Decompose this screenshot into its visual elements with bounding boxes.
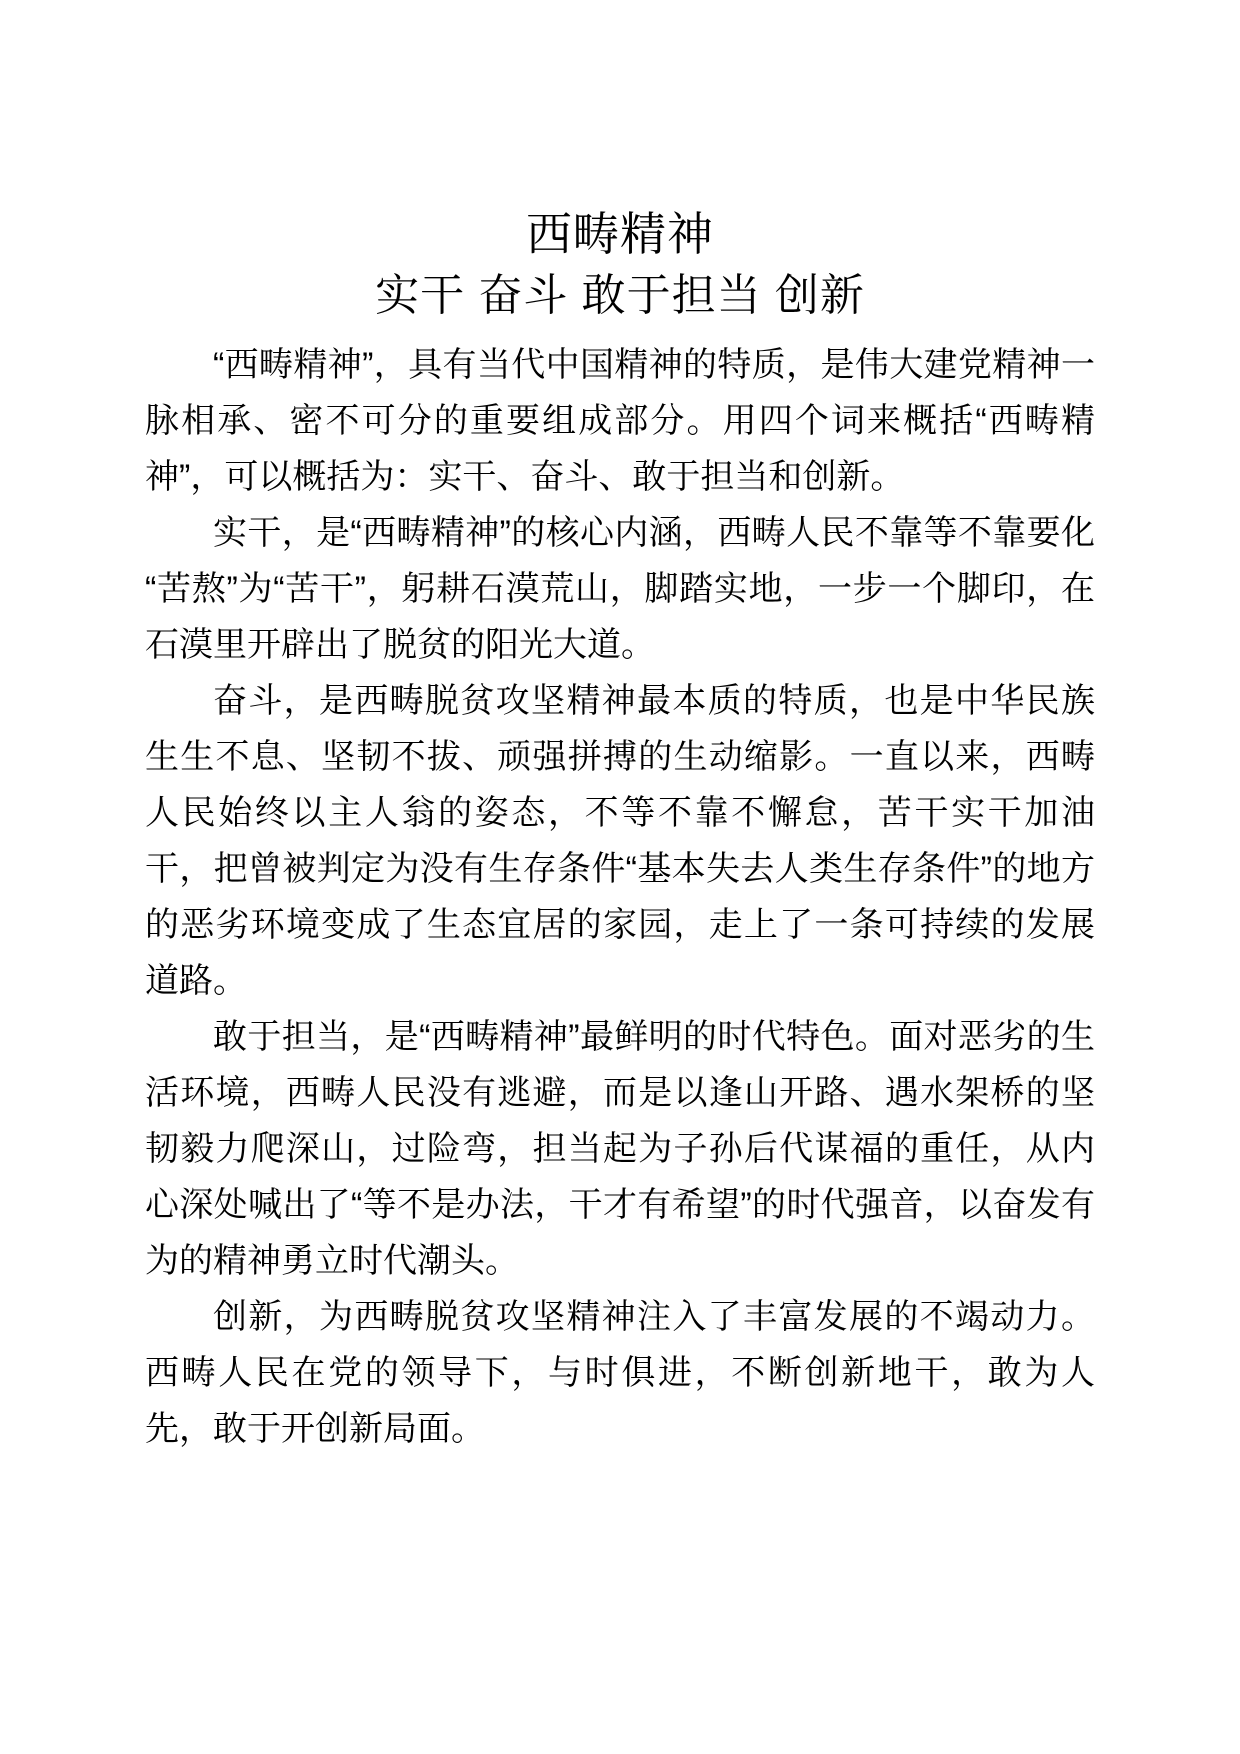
document-title: 西畴精神 [526,208,714,260]
paragraph: 敢于担当，是“西畴精神”最鲜明的时代特色。面对恶劣的生活环境，西畴人民没有逃避，而是以逢山开路、遇水架桥的坚韧毅力爬深山，过险弯，担当起为子孙后代谋福的重任，从内心深处喊出了“等不是办法，干才有希望”的时代强音，以奋发有为的精神勇立时代潮头。 [145,1018,1095,1280]
document-body [145,337,1095,1457]
document-subtitle: 实干 奋斗 敢于担当 创新 [375,271,865,320]
paragraph: 实干，是“西畴精神”的核心内涵，西畴人民不靠等不靠要化“苦熬”为“苦干”，躬耕石漠荒山，脚踏实地，一步一个脚印，在石漠里开辟出了脱贫的阳光大道。 [145,514,1095,664]
paragraph: “西畴精神”，具有当代中国精神的特质，是伟大建党精神一脉相承、密不可分的重要组成部分。用四个词来概括“西畴精神”，可以概括为：实干、奋斗、敢于担当和创新。 [145,346,1095,496]
paragraph: 奋斗，是西畴脱贫攻坚精神最本质的特质，也是中华民族生生不息、坚韧不拔、顽强拼搏的生动缩影。一直以来，西畴人民始终以主人翁的姿态，不等不靠不懈怠，苦干实干加油干，把曾被判定为没有生存条件“基本失去人类生存条件”的地方的恶劣环境变成了生态宜居的家园，走上了一条可持续的发展道路。 [145,682,1095,1000]
paragraph: 创新，为西畴脱贫攻坚精神注入了丰富发展的不竭动力。西畴人民在党的领导下，与时俱进，不断创新地干，敢为人先，敢于开创新局面。 [145,1298,1095,1448]
